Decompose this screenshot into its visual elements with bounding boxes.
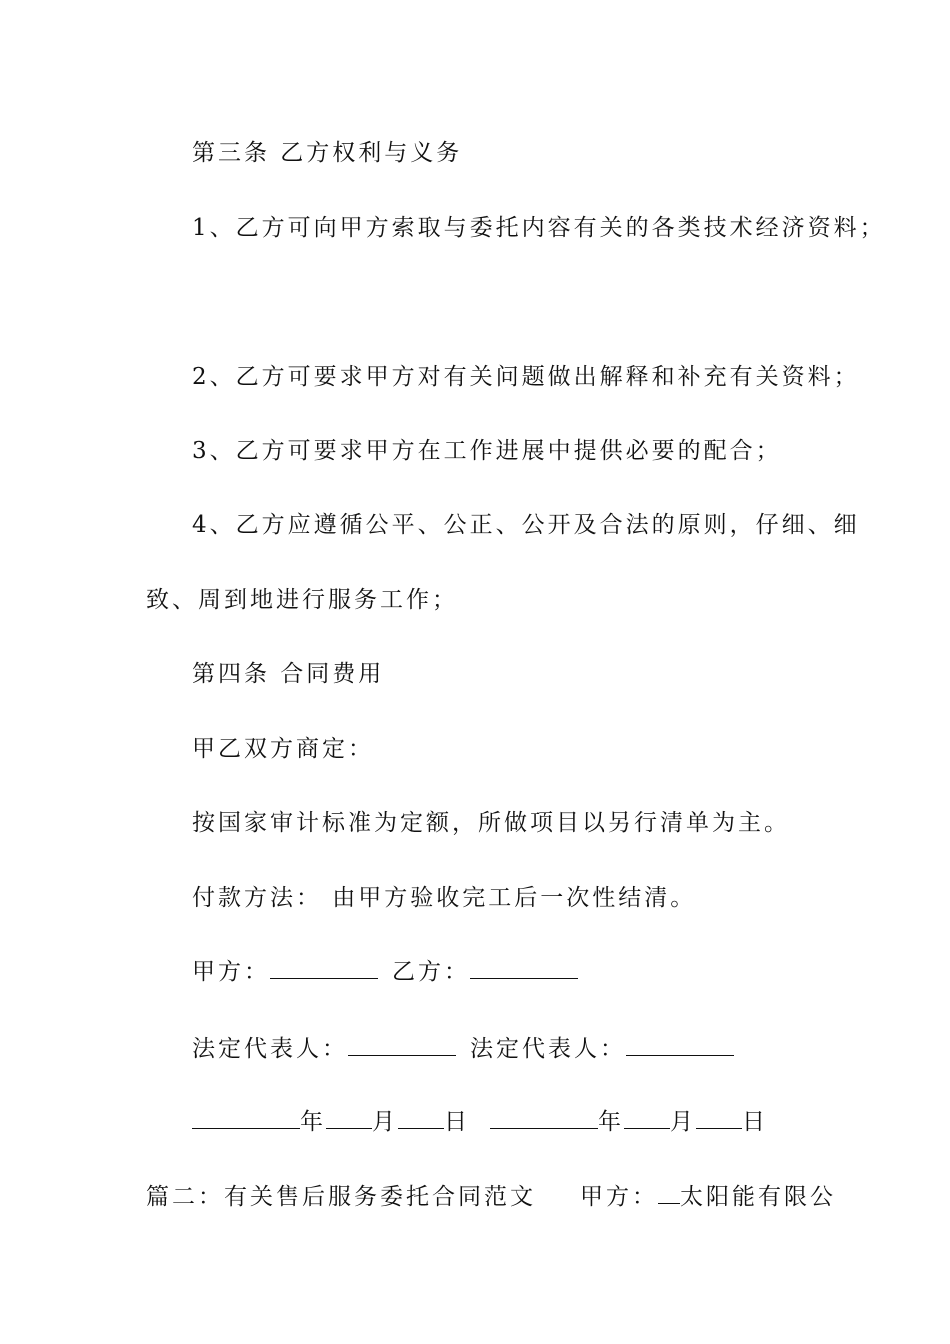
party-signature-line bbox=[0, 957, 950, 987]
legal-rep-b-blank bbox=[626, 1035, 734, 1056]
party-b-blank bbox=[470, 958, 578, 979]
day-b-blank bbox=[696, 1108, 742, 1129]
list-item-2: 2、乙方可要求甲方对有关问题做出解释和补充有关资料； bbox=[192, 364, 860, 390]
year-a-label: 年 bbox=[300, 1109, 326, 1135]
article-3-title: 第三条 乙方权利与义务 bbox=[192, 140, 463, 166]
next-part-title: 篇二：有关售后服务委托合同范文 bbox=[146, 1184, 536, 1210]
day-a-label: 日 bbox=[444, 1109, 470, 1135]
payment-text: 付款方法： 由甲方验收完工后一次性结清。 bbox=[192, 885, 697, 911]
next-part-party-a-value: 太阳能有限公 bbox=[680, 1184, 836, 1210]
agreement-intro: 甲乙双方商定： bbox=[192, 736, 374, 762]
article-4-title: 第四条 合同费用 bbox=[192, 661, 385, 687]
party-b-label: 乙方： bbox=[392, 959, 470, 985]
month-a-label: 月 bbox=[372, 1109, 398, 1135]
legal-rep-a-label: 法定代表人： bbox=[192, 1036, 348, 1062]
day-a-blank bbox=[398, 1108, 444, 1129]
year-b-blank bbox=[490, 1108, 598, 1129]
next-part-party-a-label: 甲方： bbox=[580, 1184, 658, 1210]
list-item-1: 1、乙方可向甲方索取与委托内容有关的各类技术经济资料； bbox=[192, 215, 886, 241]
month-a-blank bbox=[326, 1108, 372, 1129]
party-a-label: 甲方： bbox=[192, 959, 270, 985]
month-b-blank bbox=[624, 1108, 670, 1129]
day-b-label: 日 bbox=[742, 1109, 768, 1135]
quota-text: 按国家审计标准为定额，所做项目以另行清单为主。 bbox=[192, 810, 790, 836]
month-b-label: 月 bbox=[670, 1109, 696, 1135]
legal-rep-a-blank bbox=[348, 1035, 456, 1056]
list-item-4-line-1: 4、乙方应遵循公平、公正、公开及合法的原则，仔细、细 bbox=[192, 512, 860, 538]
legal-rep-line bbox=[0, 1034, 950, 1064]
legal-rep-b-label: 法定代表人： bbox=[470, 1036, 626, 1062]
next-part-line bbox=[0, 1182, 950, 1212]
party-a-blank bbox=[270, 958, 378, 979]
date-line bbox=[0, 1107, 950, 1137]
year-a-blank bbox=[192, 1108, 300, 1129]
list-item-3: 3、乙方可要求甲方在工作进展中提供必要的配合； bbox=[192, 438, 782, 464]
next-part-party-a-blank bbox=[658, 1183, 680, 1204]
list-item-4-line-2: 致、周到地进行服务工作； bbox=[146, 587, 458, 613]
year-b-label: 年 bbox=[598, 1109, 624, 1135]
